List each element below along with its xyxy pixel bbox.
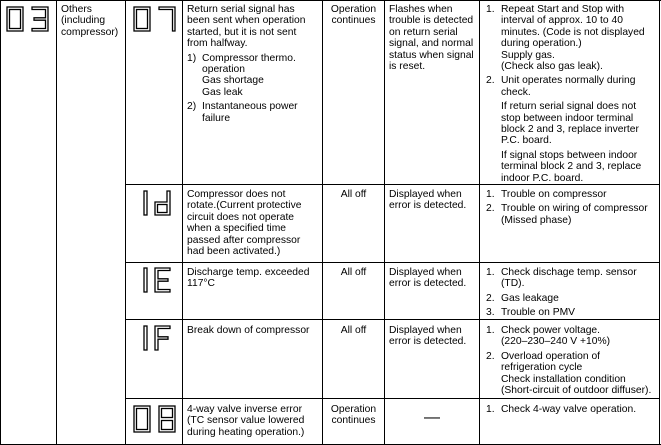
checks-1f: 1. Check power voltage. (220–230–240 V +10%) 2. Overload operation of refrigeration cycle Check installation condition (Short-circuit of outdoor diffuser). — [486, 325, 652, 397]
note-indoor: If signal stops between indoor terminal block 2 and 3, replace indoor P.C. board. — [501, 149, 642, 184]
checks-08: 1. Check 4-way valve operation. — [486, 404, 637, 415]
checks-1d: 1. Trouble on compressor 2. Trouble on wiring of compressor (Missed phase) — [486, 189, 648, 226]
display-1f: Displayed when error is detected. — [389, 325, 467, 348]
description-07: Return serial signal has been sent when operation started, but it is not sent from halfway. 1) Compressor thermo. operation Gas shortage Gas leak 2) Instantaneous power failure — [187, 4, 306, 124]
operation-1e: All off — [340, 267, 367, 278]
display-08-dash: — — [424, 409, 440, 426]
display-07: Flashes when trouble is detected on return serial signal, and normal status when signal is reset. — [389, 4, 474, 73]
description-1f: Break down of compressor — [187, 325, 310, 336]
note-inverter: If return serial signal does not stop between indoor terminal block 2 and 3, replace inverter P.C. board. — [501, 101, 639, 147]
code-display-1d — [140, 189, 176, 219]
operation-1d: All off — [340, 189, 367, 200]
operation-07: Operation continues — [330, 4, 377, 27]
code-display-07 — [131, 5, 179, 35]
operation-08: Operation continues — [330, 404, 377, 427]
display-1e: Displayed when error is detected. — [389, 267, 467, 290]
checks-07: 1. Repeat Start and Stop with interval of approx. 10 to 40 minutes. (Code is not displayed during operation.) Supply gas. (Check also gas leak). 2. Unit operates normally during check. If return serial signal does not stop between indoor terminal block 2 and 3, replace inverter P.C. board. If signal stops between indoor terminal block 2 and 3, replace indoor P.C. board. — [486, 4, 658, 184]
description-1e: Discharge temp. exceeded 117°C — [187, 267, 310, 290]
code-display-08 — [131, 404, 179, 436]
description-1d: Compressor does not rotate.(Current protective circuit does not operate when a specified time passed after compressor had been activated.) — [187, 189, 302, 258]
group-label: Others (including compressor) — [61, 4, 119, 38]
code-display-1e — [140, 266, 176, 296]
operation-1f: All off — [340, 325, 367, 336]
display-1d: Displayed when error is detected. — [389, 189, 467, 212]
description-08: 4-way valve inverse error (TC sensor value lowered during heating operation.) — [187, 404, 305, 438]
code-display-03 — [4, 5, 52, 35]
code-display-1f — [140, 324, 176, 354]
checks-1e: 1. Check dischage temp. sensor (TD). 2. Gas leakage 3. Trouble on PMV — [486, 267, 637, 319]
